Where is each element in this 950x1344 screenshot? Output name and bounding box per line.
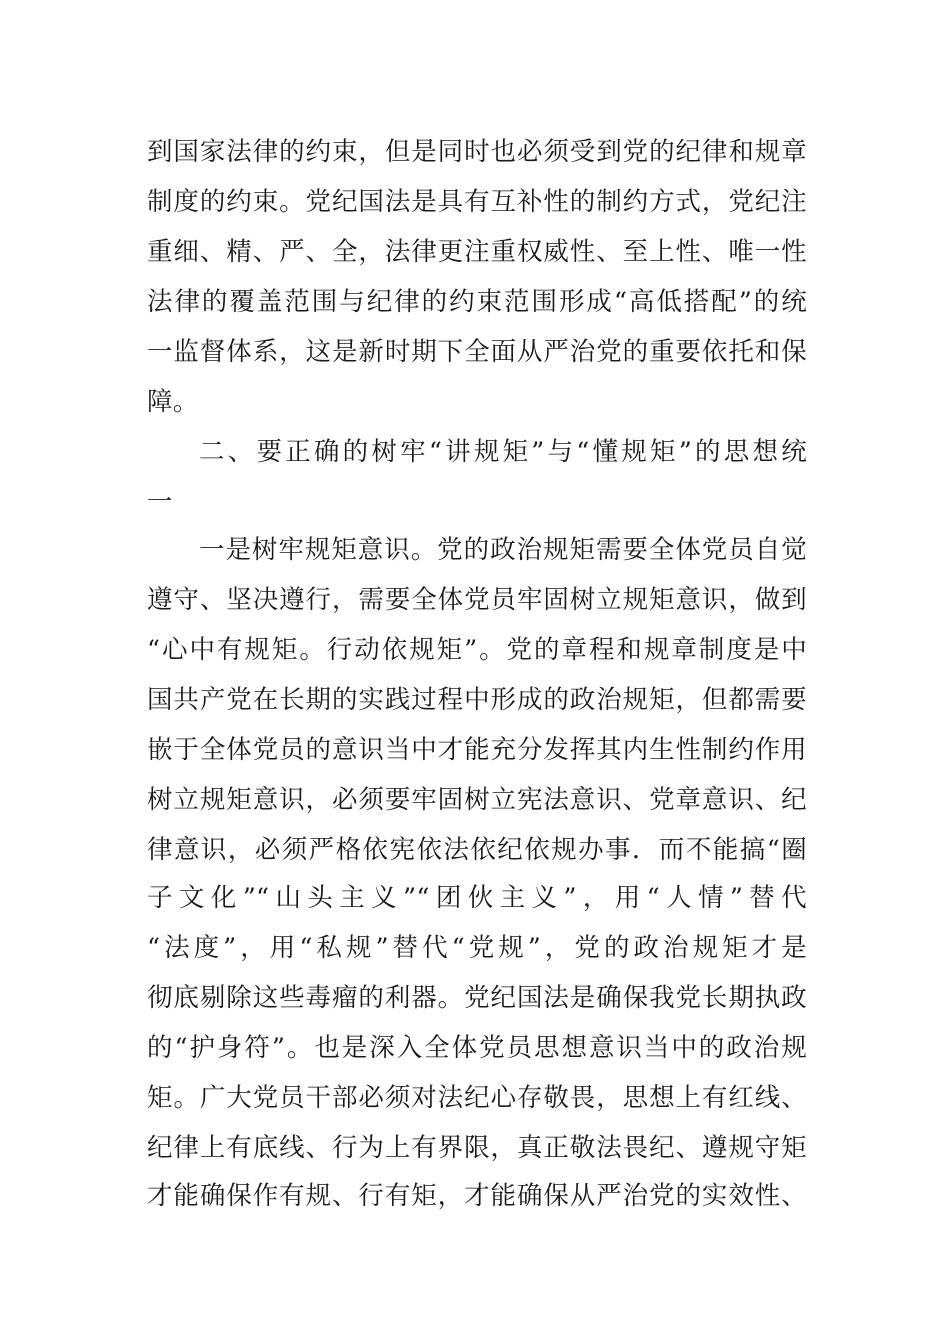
text-line: 子文化”“山头主义”“团伙主义”，用“人情”替代 [147, 883, 807, 913]
text-line: 的“护身符”。也是深入全体党员思想意识当中的政治规 [147, 1033, 807, 1063]
text-line: 矩。广大党员干部必须对法纪心存敬畏，思想上有红线、 [147, 1083, 807, 1113]
text-line: 树立规矩意识，必须要牢固树立宪法意识、党章意识、纪 [147, 785, 807, 815]
text-line: “心中有规矩。行动依规矩”。党的章程和规章制度是中 [147, 635, 807, 665]
text-line: 律意识，必须严格依宪依法依纪依规办事．而不能搞“圈 [147, 835, 807, 865]
text-line: 纪律上有底线、行为上有界限，真正敬法畏纪、遵规守矩 [147, 1133, 807, 1163]
text-line: 一是树牢规矩意识。党的政治规矩需要全体党员自觉 [199, 535, 807, 565]
text-line: “法度”，用“私规”替代“党规”，党的政治规矩才是 [147, 933, 807, 963]
section-heading: 二、要正确的树牢“讲规矩”与“懂规矩”的思想统 [199, 437, 807, 467]
text-line: 法律的覆盖范围与纪律的约束范围形成“高低搭配”的统 [147, 287, 807, 317]
text-line: 国共产党在长期的实践过程中形成的政治规矩，但都需要 [147, 685, 807, 715]
text-line: 到国家法律的约束，但是同时也必须受到党的纪律和规章 [147, 137, 807, 167]
text-line: 重细、精、严、全，法律更注重权威性、至上性、唯一性 [147, 237, 807, 267]
text-line: 遵守、坚决遵行，需要全体党员牢固树立规矩意识，做到 [147, 585, 807, 615]
section-heading-continuation: 一 [147, 487, 173, 517]
text-line: 嵌于全体党员的意识当中才能充分发挥其内生性制约作用 [147, 735, 807, 765]
text-line: 一监督体系，这是新时期下全面从严治党的重要依托和保 [147, 337, 807, 367]
text-line: 障。 [147, 387, 199, 417]
text-line: 制度的约束。党纪国法是具有互补性的制约方式，党纪注 [147, 187, 807, 217]
text-line: 彻底剔除这些毒瘤的利器。党纪国法是确保我党长期执政 [147, 983, 807, 1013]
text-line: 才能确保作有规、行有矩，才能确保从严治党的实效性、 [147, 1181, 807, 1211]
